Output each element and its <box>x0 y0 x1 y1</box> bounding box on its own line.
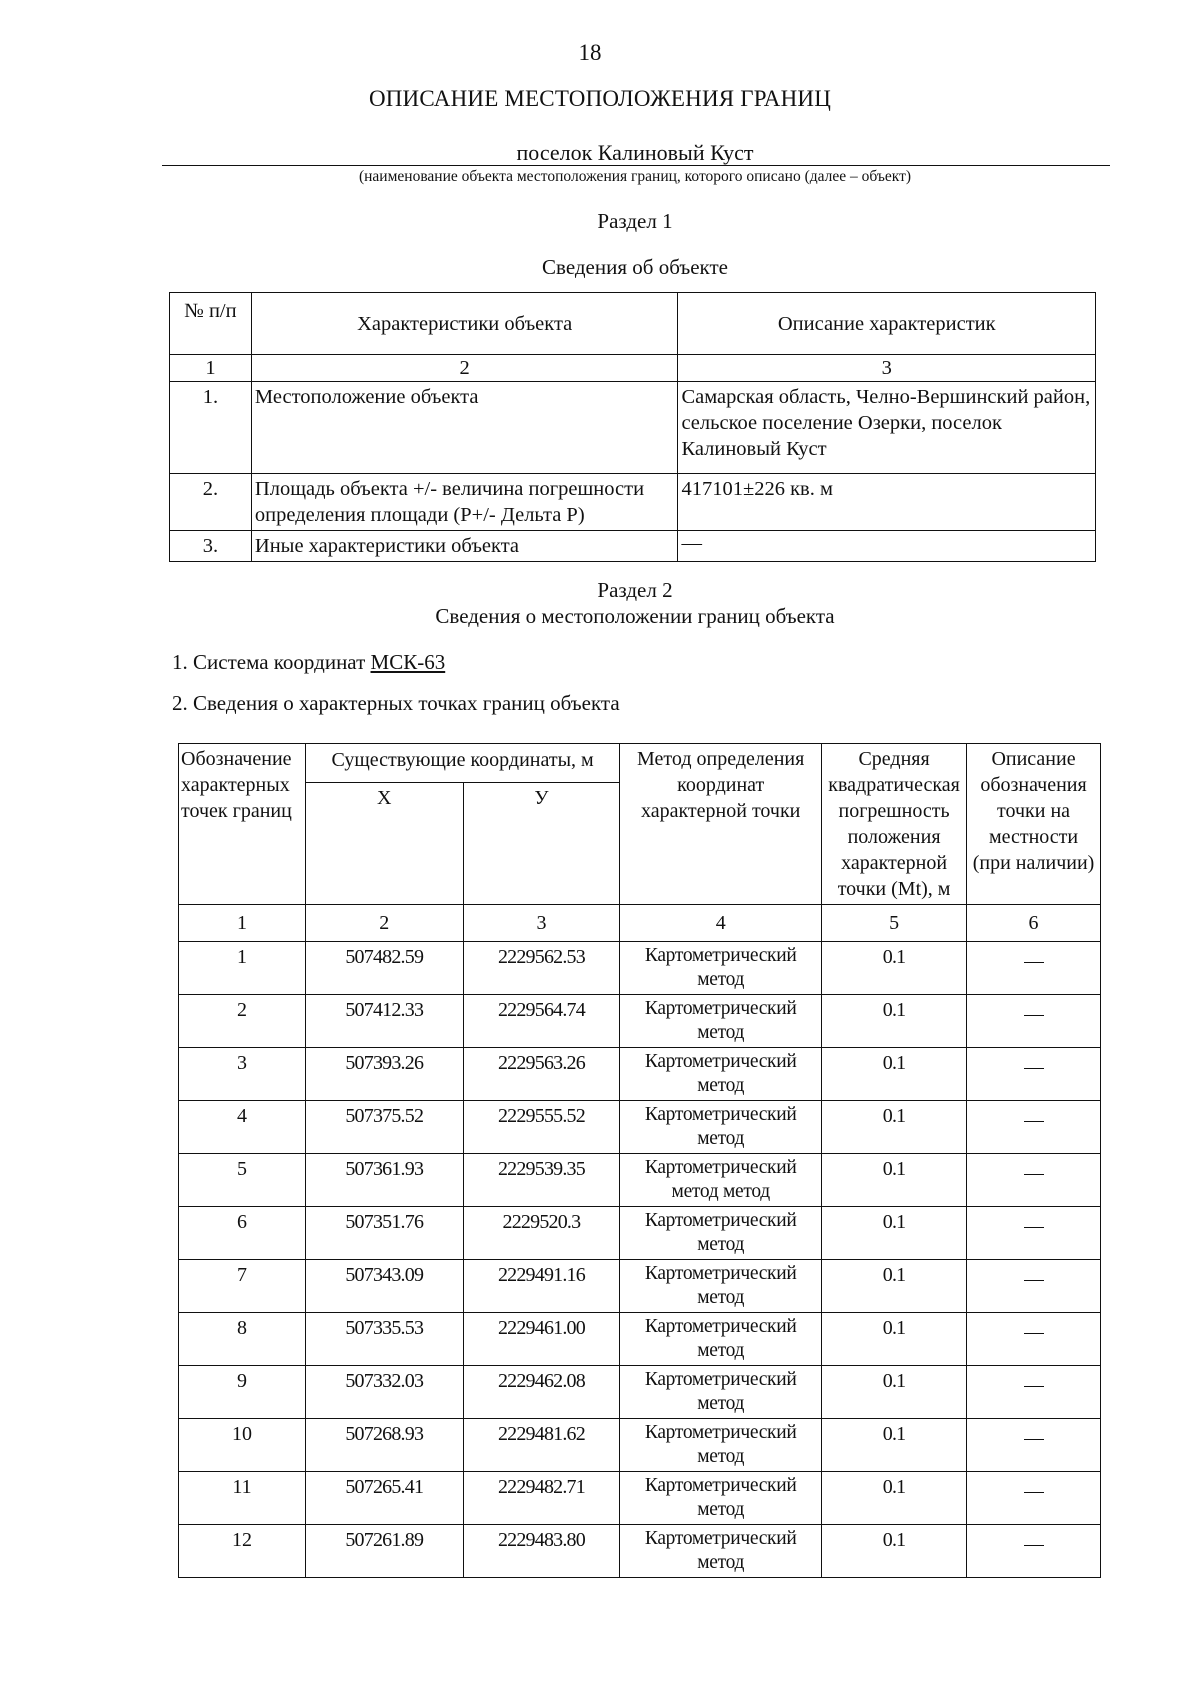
point-description <box>967 995 1101 1048</box>
table-row <box>179 1472 1101 1525</box>
row-number: 1. <box>170 382 252 474</box>
point-description <box>967 1207 1101 1260</box>
method: Картометрический метод <box>620 1260 822 1313</box>
coordinate-system-label: 1. Система координат <box>172 650 366 674</box>
mt-value: 0.1 <box>822 942 967 995</box>
point-description <box>967 1419 1101 1472</box>
header-coordinates: Существующие координаты, м <box>305 744 619 783</box>
x-coordinate: 507393.26 <box>305 1048 463 1101</box>
point-description <box>967 1525 1101 1578</box>
point-description <box>967 1366 1101 1419</box>
index-cell: 5 <box>822 905 967 942</box>
point-label: 3 <box>179 1048 306 1101</box>
y-coordinate: 2229562.53 <box>463 942 620 995</box>
point-description <box>967 1260 1101 1313</box>
index-cell: 3 <box>463 905 620 942</box>
x-coordinate: 507343.09 <box>305 1260 463 1313</box>
method: Картометрический метод <box>620 942 822 995</box>
section2-heading: Раздел 2 <box>597 578 673 602</box>
index-cell: 4 <box>620 905 822 942</box>
point-label: 5 <box>179 1154 306 1207</box>
dash-mark <box>1024 1015 1044 1016</box>
point-label: 7 <box>179 1260 306 1313</box>
mt-value: 0.1 <box>822 1419 967 1472</box>
dash-mark <box>1024 962 1044 963</box>
point-description <box>967 1154 1101 1207</box>
method: Картометрический метод <box>620 1207 822 1260</box>
mt-value: 0.1 <box>822 1260 967 1313</box>
table-row <box>179 1101 1101 1154</box>
y-coordinate: 2229491.16 <box>463 1260 620 1313</box>
row-value: Самарская область, Челно-Вершинский район, сельское поселение Озерки, поселок Калиновый Куст <box>678 382 1096 474</box>
header-method: Метод определения координат характерной точки <box>620 744 822 905</box>
table-row <box>179 1313 1101 1366</box>
point-label: 6 <box>179 1207 306 1260</box>
x-coordinate: 507361.93 <box>305 1154 463 1207</box>
mt-value: 0.1 <box>822 1048 967 1101</box>
point-label: 4 <box>179 1101 306 1154</box>
section1-subheading: Сведения об объекте <box>542 255 728 279</box>
header-description: Описание обозначения точки на местности (при наличии) <box>967 744 1101 905</box>
y-coordinate: 2229482.71 <box>463 1472 620 1525</box>
table-row <box>179 1525 1101 1578</box>
boundary-points-table <box>178 743 1101 1578</box>
x-coordinate: 507375.52 <box>305 1101 463 1154</box>
mt-value: 0.1 <box>822 1525 967 1578</box>
dash-mark <box>1024 1068 1044 1069</box>
section1-heading: Раздел 1 <box>597 209 673 233</box>
x-coordinate: 507265.41 <box>305 1472 463 1525</box>
row-value: 417101±226 кв. м <box>678 474 1096 531</box>
point-description <box>967 1313 1101 1366</box>
x-coordinate: 507332.03 <box>305 1366 463 1419</box>
mt-value: 0.1 <box>822 1101 967 1154</box>
point-label: 2 <box>179 995 306 1048</box>
table-row <box>179 1048 1101 1101</box>
dash-mark <box>1024 1333 1044 1334</box>
method: Картометрический метод <box>620 1313 822 1366</box>
coordinate-system-value: МСК-63 <box>370 650 446 674</box>
dash-mark <box>1024 1121 1044 1122</box>
header-point-designation: Обозначение характерных точек границ <box>179 744 306 905</box>
point-description <box>967 1472 1101 1525</box>
index-cell: 3 <box>678 355 1096 382</box>
dash-mark <box>1024 1227 1044 1228</box>
table-row <box>179 1366 1101 1419</box>
mt-value: 0.1 <box>822 1313 967 1366</box>
dash-mark <box>1024 1439 1044 1440</box>
x-coordinate: 507261.89 <box>305 1525 463 1578</box>
header-description: Описание характеристик <box>678 293 1096 355</box>
point-label: 1 <box>179 942 306 995</box>
coordinate-system-line <box>172 650 445 675</box>
document-title: ОПИСАНИЕ МЕСТОПОЛОЖЕНИЯ ГРАНИЦ <box>368 86 832 111</box>
method: Картометрический метод <box>620 1048 822 1101</box>
dash-mark <box>1024 1545 1044 1546</box>
y-coordinate: 2229520.3 <box>463 1207 620 1260</box>
point-description <box>967 1048 1101 1101</box>
y-coordinate: 2229555.52 <box>463 1101 620 1154</box>
method: Картометрический метод метод <box>620 1154 822 1207</box>
object-name: поселок Калиновый Куст <box>516 140 754 165</box>
point-description <box>967 942 1101 995</box>
point-label: 10 <box>179 1419 306 1472</box>
dash-mark <box>1024 1492 1044 1493</box>
y-coordinate: 2229462.08 <box>463 1366 620 1419</box>
row-number: 2. <box>170 474 252 531</box>
method: Картометрический метод <box>620 1525 822 1578</box>
object-name-underline <box>162 165 1110 166</box>
mt-value: 0.1 <box>822 1154 967 1207</box>
header-x: X <box>305 783 463 905</box>
table-row <box>179 1419 1101 1472</box>
method: Картометрический метод <box>620 995 822 1048</box>
page-number: 18 <box>578 40 602 65</box>
row-number: 3. <box>170 531 252 562</box>
mt-value: 0.1 <box>822 1472 967 1525</box>
mt-value: 0.1 <box>822 995 967 1048</box>
y-coordinate: 2229539.35 <box>463 1154 620 1207</box>
point-label: 12 <box>179 1525 306 1578</box>
header-y: У <box>463 783 620 905</box>
y-coordinate: 2229564.74 <box>463 995 620 1048</box>
x-coordinate: 507335.53 <box>305 1313 463 1366</box>
y-coordinate: 2229483.80 <box>463 1525 620 1578</box>
table-row <box>179 1260 1101 1313</box>
row-characteristic: Местоположение объекта <box>251 382 678 474</box>
table-row <box>179 1154 1101 1207</box>
header-characteristics: Характеристики объекта <box>251 293 678 355</box>
method: Картометрический метод <box>620 1101 822 1154</box>
points-heading: 2. Сведения о характерных точках границ объекта <box>172 691 620 715</box>
mt-value: 0.1 <box>822 1207 967 1260</box>
object-name-note: (наименование объекта местоположения границ, которого описано (далее – объект) <box>358 168 912 185</box>
method: Картометрический метод <box>620 1419 822 1472</box>
method: Картометрический метод <box>620 1472 822 1525</box>
dash-mark <box>1024 1174 1044 1175</box>
row-characteristic: Площадь объекта +/- величина погрешности определения площади (Р+/- Дельта Р) <box>251 474 678 531</box>
y-coordinate: 2229563.26 <box>463 1048 620 1101</box>
table-row <box>179 1207 1101 1260</box>
point-label: 8 <box>179 1313 306 1366</box>
y-coordinate: 2229461.00 <box>463 1313 620 1366</box>
index-cell: 2 <box>305 905 463 942</box>
dash-mark <box>1024 1280 1044 1281</box>
table-row <box>179 942 1101 995</box>
x-coordinate: 507412.33 <box>305 995 463 1048</box>
row-value: — <box>678 531 1096 562</box>
x-coordinate: 507351.76 <box>305 1207 463 1260</box>
index-cell: 1 <box>179 905 306 942</box>
mt-value: 0.1 <box>822 1366 967 1419</box>
y-coordinate: 2229481.62 <box>463 1419 620 1472</box>
section2-subheading: Сведения о местоположении границ объекта <box>435 604 835 628</box>
point-label: 11 <box>179 1472 306 1525</box>
x-coordinate: 507482.59 <box>305 942 463 995</box>
point-label: 9 <box>179 1366 306 1419</box>
dash-mark <box>1024 1386 1044 1387</box>
object-info-table <box>169 292 1096 562</box>
row-characteristic: Иные характеристики объекта <box>251 531 678 562</box>
index-cell: 6 <box>967 905 1101 942</box>
index-cell: 2 <box>251 355 678 382</box>
x-coordinate: 507268.93 <box>305 1419 463 1472</box>
index-cell: 1 <box>170 355 252 382</box>
method: Картометрический метод <box>620 1366 822 1419</box>
header-number: № п/п <box>170 293 252 355</box>
point-description <box>967 1101 1101 1154</box>
table-row <box>179 995 1101 1048</box>
header-mt: Средняя квадратическая погрешность положения характерной точки (Mt), м <box>822 744 967 905</box>
